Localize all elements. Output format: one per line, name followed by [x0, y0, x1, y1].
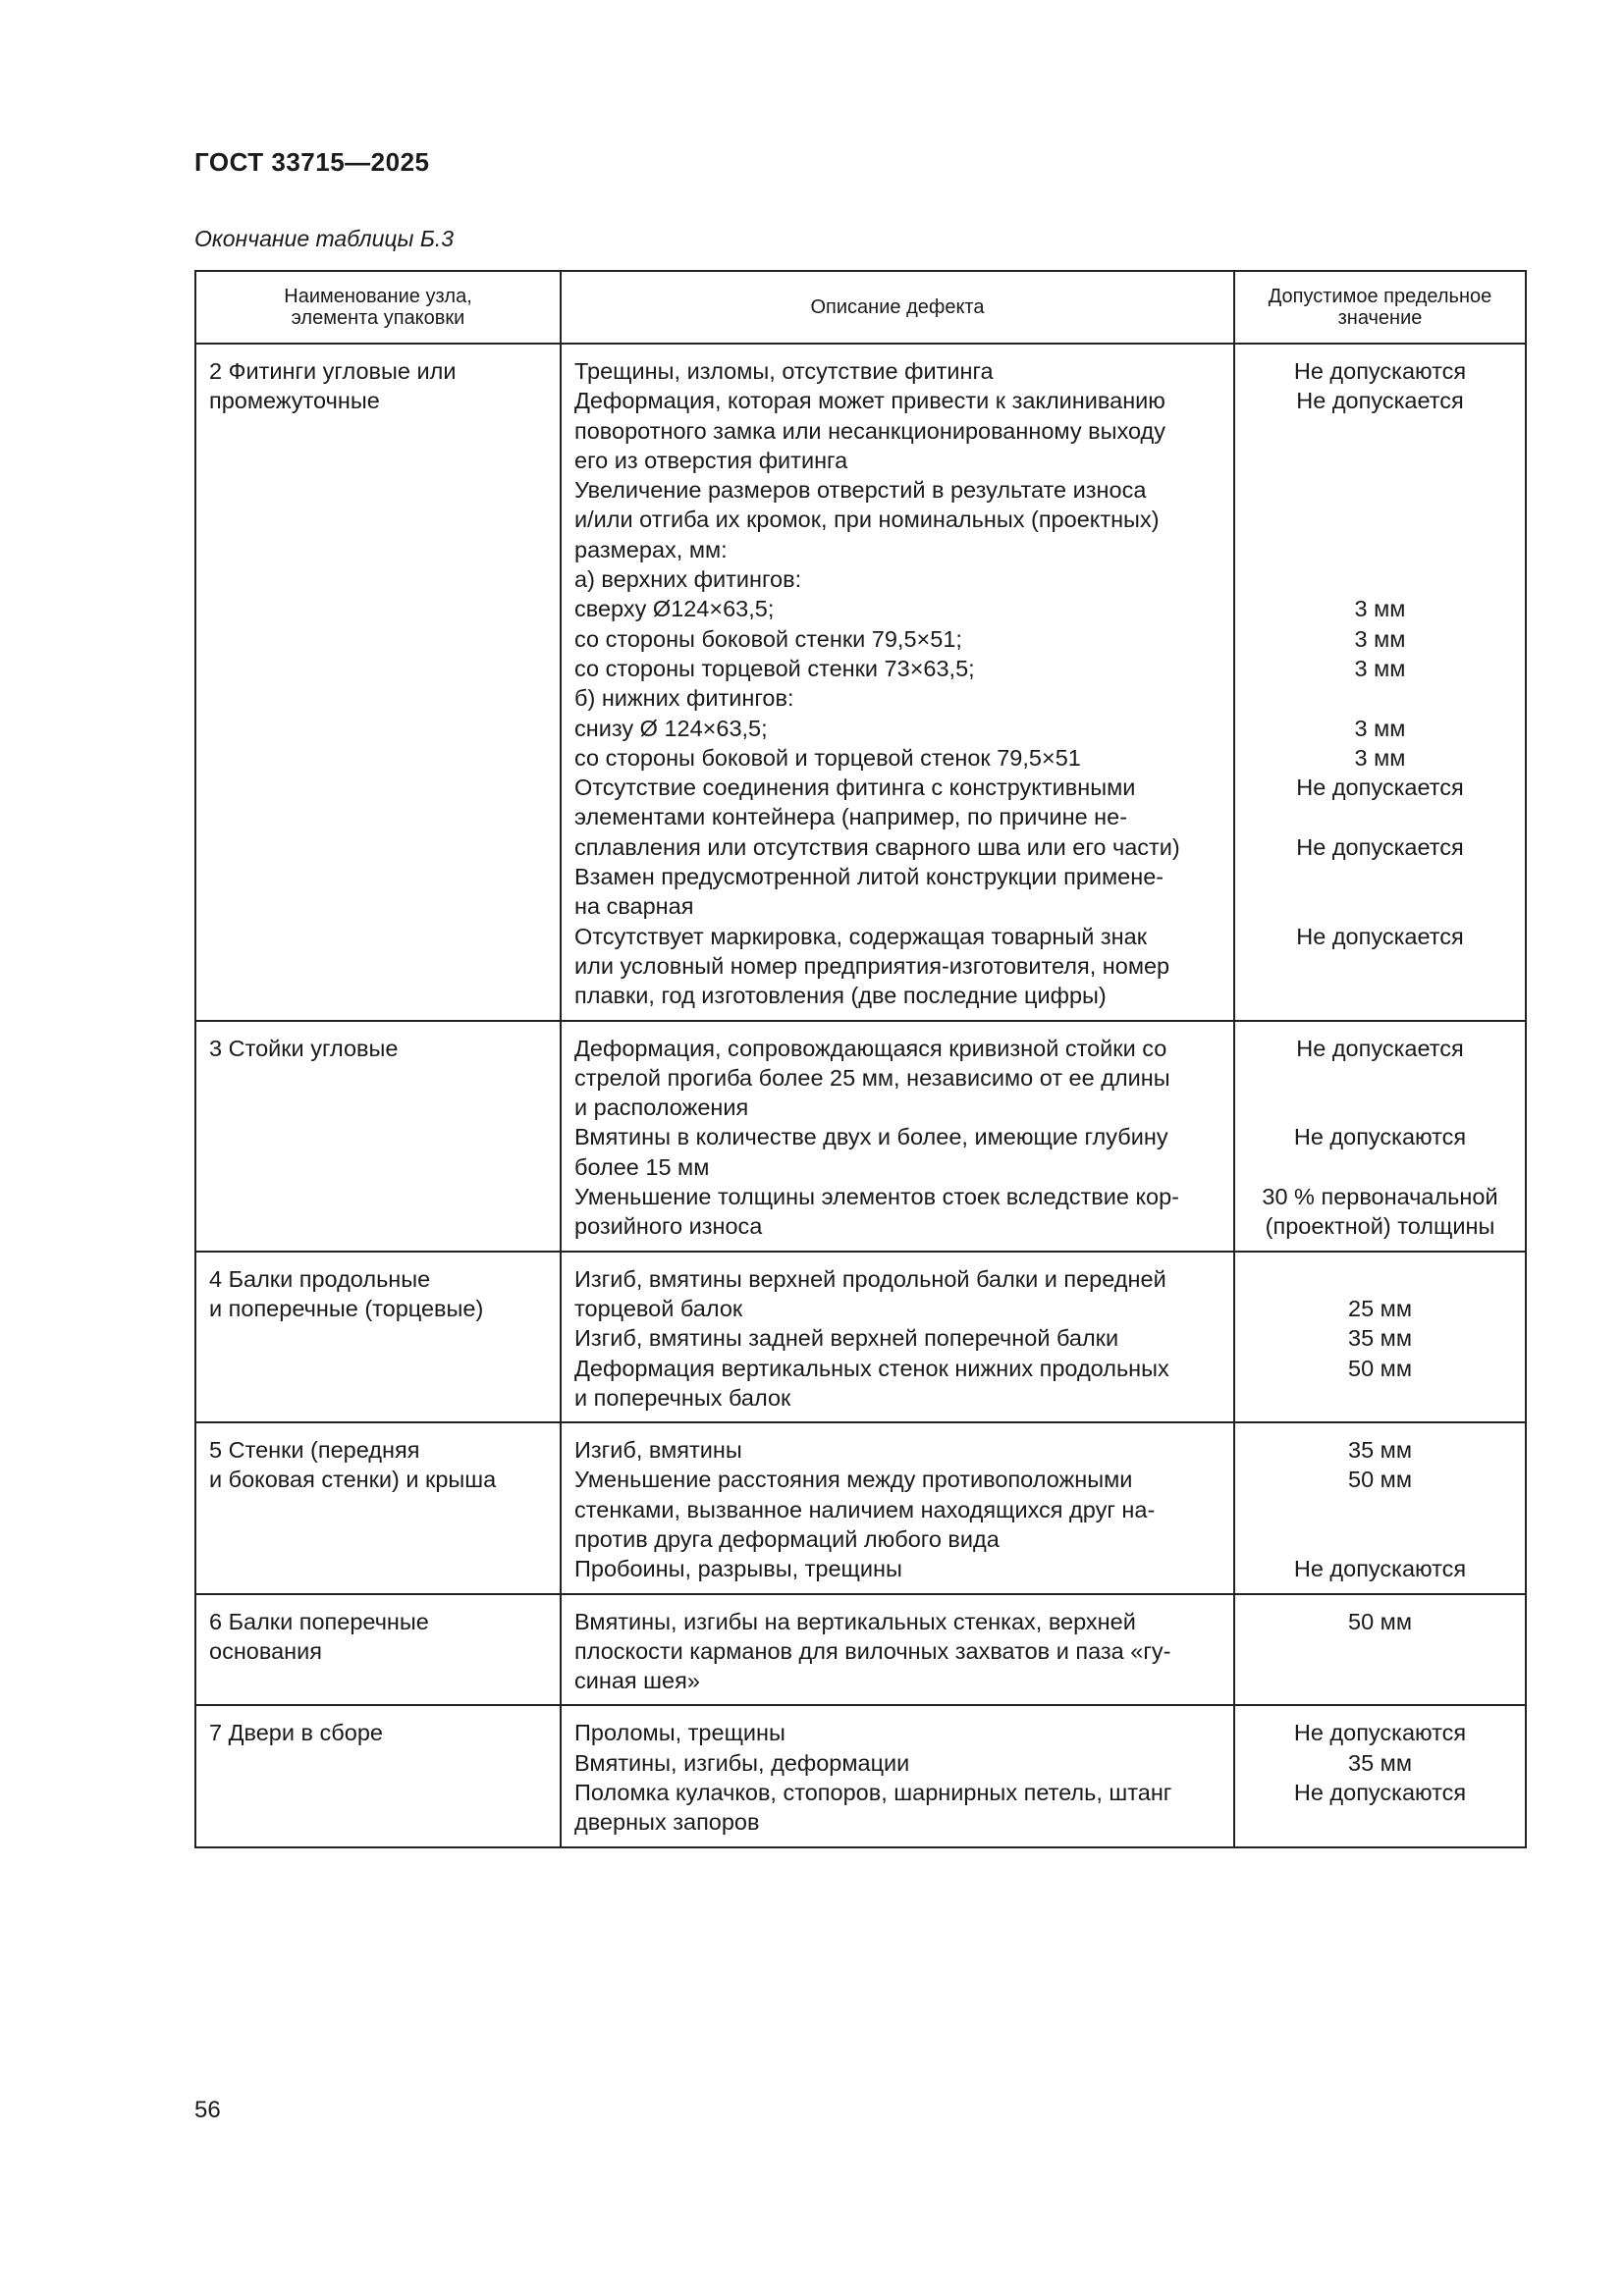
cell-defect-description-line: б) нижних фитингов:: [574, 685, 794, 712]
cell-limit-value-line: [1248, 416, 1512, 446]
cell-limit-value: [1234, 1252, 1526, 1422]
cell-limit-value-line: [1248, 1063, 1512, 1093]
cell-limit-value-line: [1248, 1495, 1512, 1524]
cell-defect-description: [561, 1705, 1234, 1846]
cell-defect-description: [561, 1252, 1234, 1422]
cell-limit-value-line: [1248, 446, 1512, 475]
column-header-name-text: Наименование узла, элемента упаковки: [284, 286, 472, 329]
cell-limit-value-line: Не допускается: [1296, 774, 1464, 801]
cell-defect-description-line: стенками, вызванное наличием находящихся друг на-: [574, 1496, 1156, 1522]
cell-limit-value-line: [1248, 1152, 1512, 1182]
cell-defect-description-line: против друга деформаций любого вида: [574, 1525, 1000, 1552]
cell-defect-description: [561, 344, 1234, 1021]
cell-defect-description-line: синая шея»: [574, 1668, 700, 1694]
cell-limit-value: [1234, 1705, 1526, 1846]
cell-defect-description-line: Проломы, трещины: [574, 1720, 785, 1746]
cell-limit-value-line: Не допускаются: [1293, 1556, 1467, 1582]
cell-defect-description-line: Изгиб, вмятины: [574, 1437, 742, 1464]
column-header-description: [561, 271, 1234, 344]
cell-defect-description-line: дверных запоров: [574, 1809, 760, 1836]
cell-element-name-line: 7 Двери в сборе: [209, 1720, 383, 1746]
cell-limit-value-line: Не допускаются: [1293, 1780, 1467, 1806]
cell-defect-description-line: Изгиб, вмятины верхней продольной балки и передней: [574, 1265, 1166, 1292]
cell-limit-value-line: [1248, 862, 1512, 891]
table-row: [195, 344, 1526, 1021]
cell-defect-description-line: а) верхних фитингов:: [574, 566, 802, 593]
cell-defect-description-line: плавки, год изготовления (две последние цифры): [574, 983, 1107, 1009]
cell-limit-value-line: 3 мм: [1354, 596, 1406, 622]
cell-defect-description-line: Деформация, сопровождающаяся кривизной стойки со: [574, 1035, 1167, 1061]
table-row: [195, 1705, 1526, 1846]
cell-defect-description-line: Уменьшение расстояния между противоположными: [574, 1467, 1133, 1493]
cell-limit-value-line: Не допускается: [1296, 923, 1464, 949]
cell-element-name: [195, 1705, 561, 1846]
cell-element-name-line: 4 Балки продольные: [209, 1265, 431, 1292]
cell-defect-description-line: или условный номер предприятия-изготовителя, номер: [574, 952, 1170, 979]
cell-limit-value-line: 3 мм: [1354, 625, 1406, 652]
cell-limit-value-line: [1248, 1524, 1512, 1554]
cell-defect-description-line: Деформация, которая может привести к заклиниванию: [574, 388, 1165, 414]
cell-limit-value-line: 50 мм: [1348, 1355, 1412, 1381]
cell-defect-description: [561, 1594, 1234, 1706]
cell-defect-description-line: более 15 мм: [574, 1153, 710, 1180]
cell-limit-value-line: 25 мм: [1348, 1295, 1412, 1321]
cell-defect-description-line: торцевой балок: [574, 1295, 743, 1321]
cell-defect-description-line: и расположения: [574, 1095, 749, 1121]
table-row: [195, 1021, 1526, 1252]
cell-defect-description-line: сверху Ø124×63,5;: [574, 596, 775, 622]
cell-defect-description-line: и/или отгиба их кромок, при номинальных (проектных): [574, 507, 1160, 533]
cell-limit-value-line: 50 мм: [1348, 1608, 1412, 1634]
cell-defect-description-line: Пробоины, разрывы, трещины: [574, 1556, 902, 1582]
cell-limit-value-line: Не допускается: [1296, 1035, 1464, 1061]
cell-limit-value-line: [1248, 891, 1512, 921]
cell-limit-value-line: 35 мм: [1348, 1437, 1412, 1464]
cell-limit-value: [1234, 344, 1526, 1021]
defects-table: [194, 270, 1527, 1848]
cell-defect-description-line: Уменьшение толщины элементов стоек вследствие кор-: [574, 1184, 1179, 1210]
cell-limit-value-line: 35 мм: [1348, 1325, 1412, 1352]
cell-defect-description-line: Вмятины, изгибы, деформации: [574, 1749, 910, 1776]
cell-defect-description-line: сплавления или отсутствия сварного шва или его части): [574, 833, 1180, 860]
cell-limit-value-line: [1248, 535, 1512, 564]
cell-defect-description-line: его из отверстия фитинга: [574, 447, 848, 473]
cell-limit-value: [1234, 1422, 1526, 1593]
cell-limit-value-line: [1248, 802, 1512, 831]
cell-limit-value-line: 50 мм: [1348, 1467, 1412, 1493]
cell-limit-value-line: [1248, 1093, 1512, 1122]
cell-limit-value-line: [1248, 1264, 1512, 1294]
table-row: [195, 1252, 1526, 1422]
cell-limit-value: [1234, 1594, 1526, 1706]
cell-limit-value-line: [1248, 475, 1512, 505]
cell-defect-description-line: розийного износа: [574, 1213, 763, 1240]
cell-defect-description-line: Вмятины, изгибы на вертикальных стенках, верхней: [574, 1608, 1136, 1634]
cell-limit-value-line: 30 % первоначальной: [1262, 1184, 1498, 1210]
cell-limit-value-line: Не допускаются: [1293, 1124, 1467, 1150]
cell-limit-value-line: [1248, 505, 1512, 534]
table-caption: Окончание таблицы Б.3: [194, 226, 455, 251]
cell-defect-description-line: поворотного замка или несанкционированному выходу: [574, 417, 1165, 444]
cell-limit-value-line: Не допускается: [1296, 833, 1464, 860]
cell-element-name-line: и боковая стенки) и крыша: [209, 1467, 497, 1493]
cell-limit-value-line: Не допускаются: [1293, 1720, 1467, 1746]
cell-element-name-line: основания: [209, 1637, 322, 1664]
cell-element-name-line: 3 Стойки угловые: [209, 1035, 399, 1061]
cell-limit-value-line: 35 мм: [1348, 1749, 1412, 1776]
cell-limit-value-line: [1248, 683, 1512, 713]
cell-defect-description-line: Изгиб, вмятины задней верхней поперечной балки: [574, 1325, 1119, 1352]
cell-element-name-line: промежуточные: [209, 388, 380, 414]
cell-defect-description-line: элементами контейнера (например, по причине не-: [574, 804, 1128, 830]
column-header-name: [195, 271, 561, 344]
cell-defect-description-line: со стороны боковой стенки 79,5×51;: [574, 625, 962, 652]
column-header-limit-text: Допустимое предельное значение: [1268, 286, 1492, 329]
table-row: [195, 1594, 1526, 1706]
cell-element-name-line: 6 Балки поперечные: [209, 1608, 429, 1634]
column-header-limit: [1234, 271, 1526, 344]
cell-defect-description: [561, 1422, 1234, 1593]
cell-defect-description-line: на сварная: [574, 893, 694, 920]
cell-defect-description-line: Поломка кулачков, стопоров, шарнирных петель, штанг: [574, 1780, 1172, 1806]
table-body: [195, 344, 1526, 1847]
cell-element-name: [195, 1422, 561, 1593]
page-number: 56: [194, 2097, 221, 2123]
table-header-row: [195, 271, 1526, 344]
cell-limit-value-line: 3 мм: [1354, 744, 1406, 771]
table-row: [195, 1422, 1526, 1593]
cell-defect-description-line: со стороны боковой и торцевой стенок 79,5×51: [574, 744, 1081, 771]
cell-element-name: [195, 1252, 561, 1422]
cell-defect-description-line: размерах, мм:: [574, 536, 728, 562]
cell-limit-value-line: (проектной) толщины: [1265, 1213, 1495, 1240]
cell-element-name-line: 2 Фитинги угловые или: [209, 358, 457, 384]
cell-element-name: [195, 1021, 561, 1252]
cell-defect-description-line: Отсутствие соединения фитинга с конструктивными: [574, 774, 1136, 801]
cell-limit-value-line: Не допускаются: [1293, 358, 1467, 384]
cell-defect-description-line: и поперечных балок: [574, 1384, 791, 1411]
cell-limit-value-line: [1248, 564, 1512, 594]
cell-defect-description-line: Трещины, изломы, отсутствие фитинга: [574, 358, 994, 384]
cell-defect-description: [561, 1021, 1234, 1252]
cell-limit-value-line: 3 мм: [1354, 715, 1406, 741]
column-header-description-text: Описание дефекта: [810, 296, 985, 318]
cell-defect-description-line: со стороны торцевой стенки 73×63,5;: [574, 655, 975, 681]
cell-defect-description-line: Взамен предусмотренной литой конструкции примене-: [574, 864, 1164, 890]
cell-limit-value: [1234, 1021, 1526, 1252]
cell-element-name: [195, 1594, 561, 1706]
document-title: ГОСТ 33715—2025: [194, 147, 430, 177]
cell-defect-description-line: стрелой прогиба более 25 мм, независимо от ее длины: [574, 1064, 1170, 1091]
cell-element-name: [195, 344, 561, 1021]
cell-defect-description-line: Увеличение размеров отверстий в результате износа: [574, 477, 1147, 504]
cell-defect-description-line: плоскости карманов для вилочных захватов и паза «гу-: [574, 1637, 1171, 1664]
cell-defect-description-line: Вмятины в количестве двух и более, имеющие глубину: [574, 1124, 1168, 1150]
cell-limit-value-line: Не допускается: [1296, 388, 1464, 414]
cell-limit-value-line: 3 мм: [1354, 655, 1406, 681]
cell-defect-description-line: Отсутствует маркировка, содержащая товарный знак: [574, 923, 1148, 949]
cell-defect-description-line: снизу Ø 124×63,5;: [574, 715, 768, 741]
cell-element-name-line: 5 Стенки (передняя: [209, 1437, 420, 1464]
cell-defect-description-line: Деформация вертикальных стенок нижних продольных: [574, 1355, 1169, 1381]
cell-element-name-line: и поперечные (торцевые): [209, 1295, 484, 1321]
